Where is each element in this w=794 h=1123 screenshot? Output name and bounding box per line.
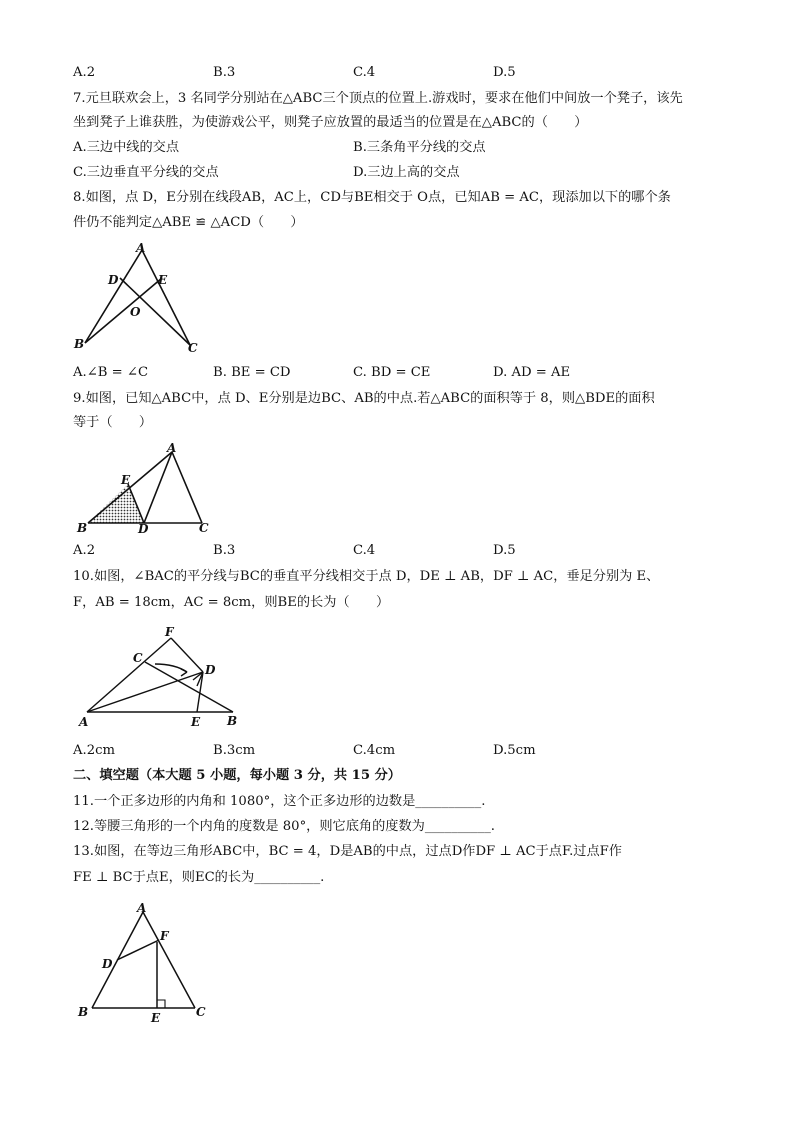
q7-text-line2: 坐到凳子上谁获胜，为使游戏公平，则凳子应放置的最适当的位置是在△ABC的（ ） — [73, 115, 588, 130]
q10-options — [73, 742, 723, 760]
q8-options — [73, 364, 723, 382]
q9-text-line1: 9.如图，已知△ABC中，点 D、E分别是边BC、AB的中点.若△ABC的面积等于 8，则△BDE的面积 — [73, 391, 655, 406]
q8-text-line1: 8.如图，点 D，E分别在线段AB，AC上，CD与BE相交于 O点，已知AB = AC，现添加以下的哪个条 — [73, 190, 671, 205]
q10-figure — [75, 620, 255, 735]
q6-options — [73, 64, 723, 82]
q10-label-a: A — [79, 715, 89, 729]
section2-heading: 二、填空题（本大题 5 小题，每小题 3 分，共 15 分） — [73, 768, 401, 783]
q8-segment-ab — [85, 250, 142, 343]
q9-option-b: B.3 — [213, 543, 236, 558]
q8-label-a: A — [136, 241, 146, 255]
q8-figure — [70, 240, 210, 360]
q9-label-d: D — [138, 522, 149, 536]
q10-option-a: A.2cm — [73, 743, 115, 758]
q10-segment-ad — [87, 672, 203, 712]
q13-text-line2: FE ⊥ BC于点E，则EC的长为__________. — [73, 870, 325, 885]
q9-label-b: B — [77, 521, 88, 535]
q10-label-f: F — [165, 625, 174, 639]
q8-segment-ac — [142, 250, 190, 345]
q8-label-d: D — [108, 273, 119, 287]
q9-label-a: A — [167, 441, 177, 455]
q7-option-b: B.三条角平分线的交点 — [353, 140, 486, 155]
q10-label-e: E — [191, 715, 201, 729]
q9-label-e: E — [121, 473, 131, 487]
q13-label-d: D — [102, 957, 113, 971]
q13-label-b: B — [78, 1005, 89, 1019]
q9-text-line2: 等于（ ） — [73, 415, 153, 430]
q7-option-d: D.三边上高的交点 — [353, 165, 460, 180]
q13-label-c: C — [196, 1005, 206, 1019]
q9-option-d: D.5 — [493, 543, 516, 558]
q9-options — [73, 542, 723, 560]
q10-label-b: B — [227, 714, 238, 728]
q13-label-e: E — [151, 1011, 161, 1025]
q8-option-b: B. BE = CD — [213, 365, 291, 380]
q6-option-d: D.5 — [493, 65, 516, 80]
q8-text-line2: 件仍不能判定△ABE ≌ △ACD（ ） — [73, 215, 304, 230]
q6-option-a: A.2 — [73, 65, 96, 80]
q13-segment-ac — [143, 912, 195, 1008]
q9-option-a: A.2 — [73, 543, 96, 558]
q13-label-a: A — [137, 901, 147, 915]
q8-option-a: A.∠B = ∠C — [73, 365, 149, 380]
q8-label-b: B — [74, 337, 85, 351]
q7-text-line1: 7.元旦联欢会上，3 名同学分别站在△ABC三个顶点的位置上.游戏时，要求在他们中间放一个凳子，该先 — [73, 91, 683, 106]
q8-label-o: O — [130, 305, 141, 319]
q8-label-e: E — [158, 273, 168, 287]
q10-label-c: C — [133, 651, 143, 665]
q9-figure — [75, 440, 225, 540]
q11-text: 11.一个正多边形的内角和 1080°，这个正多边形的边数是__________. — [73, 794, 486, 809]
q12-text: 12.等腰三角形的一个内角的度数是 80°，则它底角的度数为__________. — [73, 819, 495, 834]
q6-option-c: C.4 — [353, 65, 376, 80]
q9-option-c: C.4 — [353, 543, 376, 558]
q7-options-row2 — [73, 164, 723, 182]
q10-label-d: D — [205, 663, 216, 677]
q6-option-b: B.3 — [213, 65, 236, 80]
q10-option-d: D.5cm — [493, 743, 536, 758]
q13-text-line1: 13.如图，在等边三角形ABC中，BC = 4，D是AB的中点，过点D作DF ⊥ AC于点F.过点F作 — [73, 844, 622, 859]
q9-segment-ad — [144, 452, 172, 523]
q7-option-a: A.三边中线的交点 — [73, 140, 180, 155]
q10-segment-af — [87, 638, 171, 712]
q8-option-d: D. AD = AE — [493, 365, 571, 380]
q13-figure — [75, 898, 225, 1028]
q9-label-c: C — [199, 521, 209, 535]
q8-segment-eb — [85, 278, 162, 343]
q13-right-angle-mark — [157, 1000, 165, 1008]
q8-label-c: C — [188, 341, 198, 355]
q10-option-b: B.3cm — [213, 743, 256, 758]
q10-option-c: C.4cm — [353, 743, 396, 758]
q10-text-line2: F，AB = 18cm，AC = 8cm，则BE的长为（ ） — [73, 595, 390, 610]
q8-option-c: C. BD = CE — [353, 365, 431, 380]
q13-label-f: F — [160, 929, 169, 943]
q10-text-line1: 10.如图，∠BAC的平分线与BC的垂直平分线相交于点 D，DE ⊥ AB，DF ⊥ AC，垂足分别为 E、 — [73, 569, 660, 584]
q7-options-row1 — [73, 139, 723, 157]
q9-segment-ac — [172, 452, 202, 523]
q7-option-c: C.三边垂直平分线的交点 — [73, 165, 219, 180]
